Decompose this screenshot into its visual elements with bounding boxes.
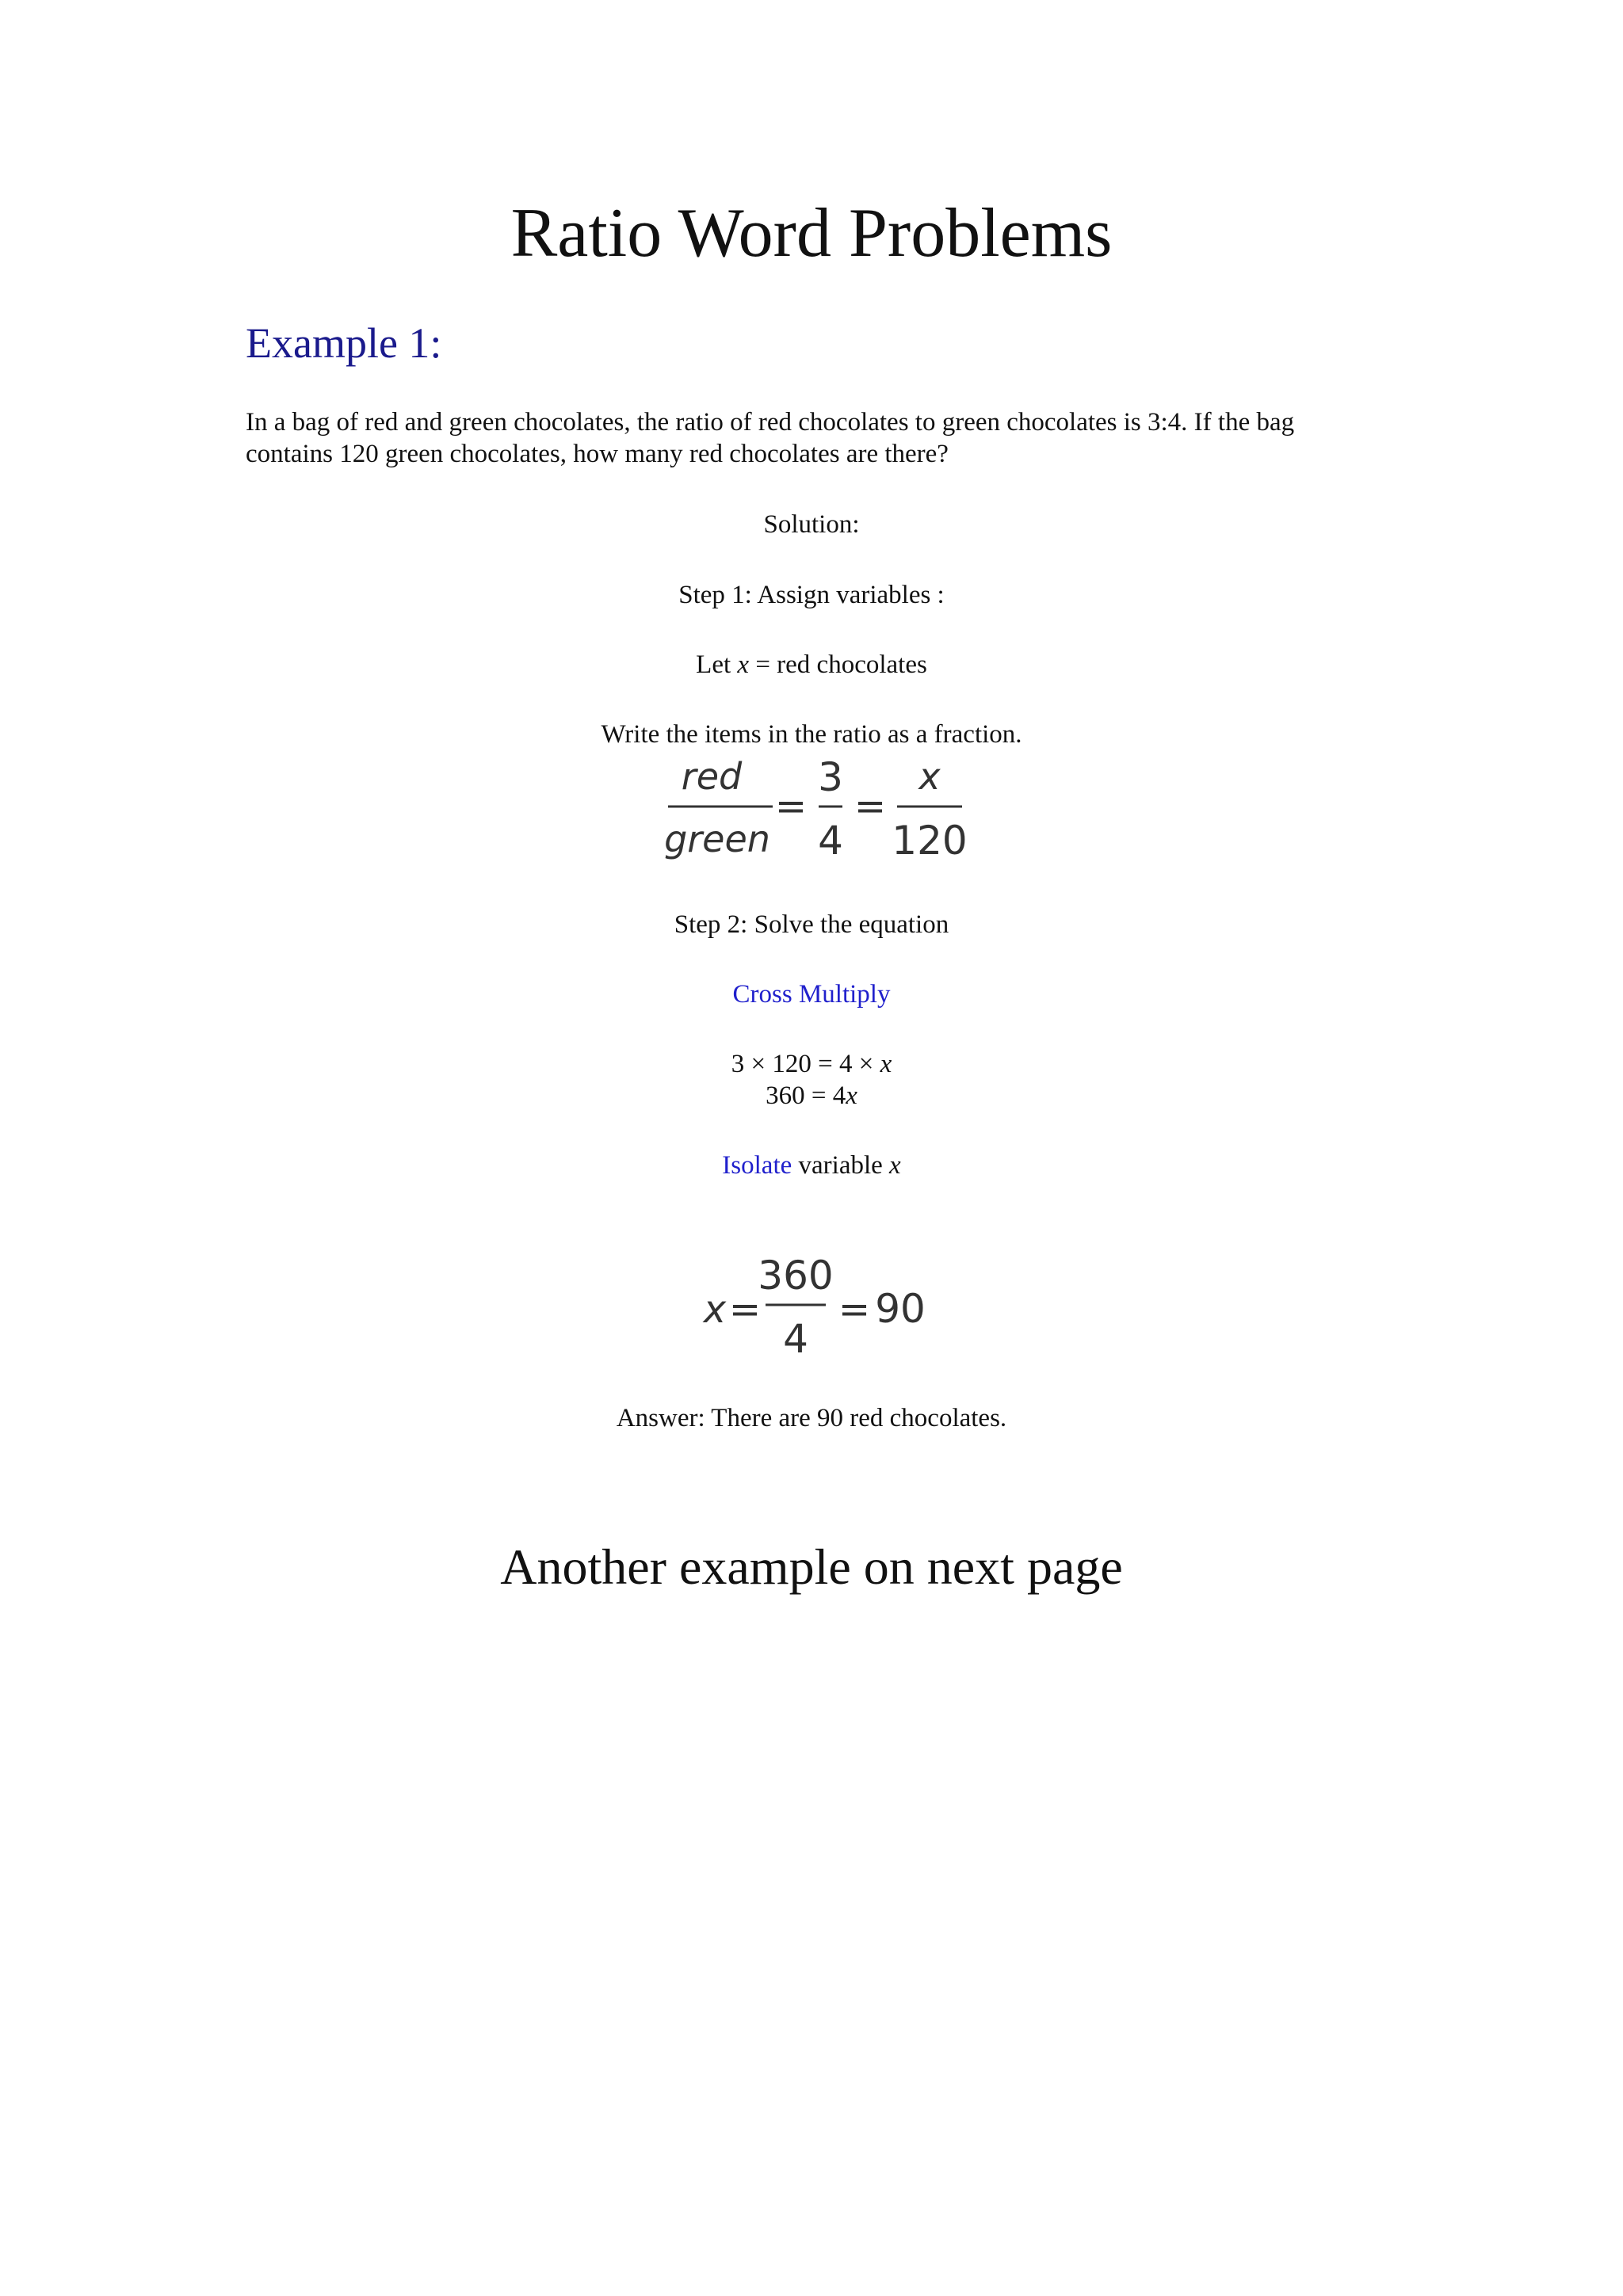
solve-equals-2: =	[838, 1287, 871, 1332]
equation-line-2-text: 360 = 4	[766, 1081, 846, 1110]
write-fraction-instruction: Write the items in the ratio as a fraction.	[601, 720, 1022, 749]
fraction-120-denominator: 120	[892, 818, 968, 864]
answer-statement: Answer: There are 90 red chocolates.	[616, 1404, 1007, 1432]
step1-label: Step 1: Assign variables :	[678, 581, 945, 609]
equals-sign-1: =	[774, 784, 808, 829]
fraction-red-numerator: red	[681, 755, 743, 798]
solve-lhs-x: x	[703, 1287, 727, 1332]
equation-line-1-text: 3 × 120 = 4 ×	[731, 1050, 880, 1078]
isolate-link[interactable]: Isolate	[722, 1151, 792, 1180]
solve-equals-1: =	[728, 1287, 762, 1332]
equation-line-2-var: x	[846, 1081, 857, 1110]
equation-line-2	[0, 1080, 1623, 1112]
next-page-note: Another example on next page	[500, 1539, 1123, 1595]
fraction-3-numerator: 3	[818, 754, 843, 800]
equation-line-1-var: x	[880, 1050, 892, 1078]
page-title: Ratio Word Problems	[510, 195, 1113, 272]
isolate-text: variable	[792, 1151, 890, 1180]
let-statement	[0, 649, 1623, 681]
example-heading: Example 1:	[246, 319, 442, 367]
ratio-fraction-equation	[662, 753, 971, 871]
let-suffix: = red chocolates	[749, 650, 927, 679]
problem-statement: In a bag of red and green chocolates, the ratio of red chocolates to green chocolates is 3:4. If the bag contains 120 green chocolates, how many red chocolates are there?	[246, 408, 1295, 468]
isolate-statement	[0, 1150, 1623, 1181]
fraction-4-denominator: 4	[818, 818, 843, 864]
fraction-green-denominator: green	[664, 818, 770, 860]
cross-multiply-link[interactable]: Cross Multiply	[732, 980, 891, 1009]
solve-numerator-360: 360	[758, 1253, 834, 1299]
isolate-variable: x	[889, 1151, 901, 1180]
fraction-x-numerator: x	[918, 755, 941, 798]
equals-sign-2: =	[854, 784, 887, 829]
step2-label: Step 2: Solve the equation	[674, 910, 949, 939]
let-variable: x	[737, 650, 750, 679]
solution-label: Solution:	[763, 510, 860, 539]
let-prefix: Let	[696, 650, 738, 679]
equation-line-1	[0, 1048, 1623, 1080]
solve-denominator-4: 4	[783, 1316, 808, 1362]
solve-result-90: 90	[875, 1286, 926, 1332]
solve-fraction-equation	[697, 1248, 927, 1367]
